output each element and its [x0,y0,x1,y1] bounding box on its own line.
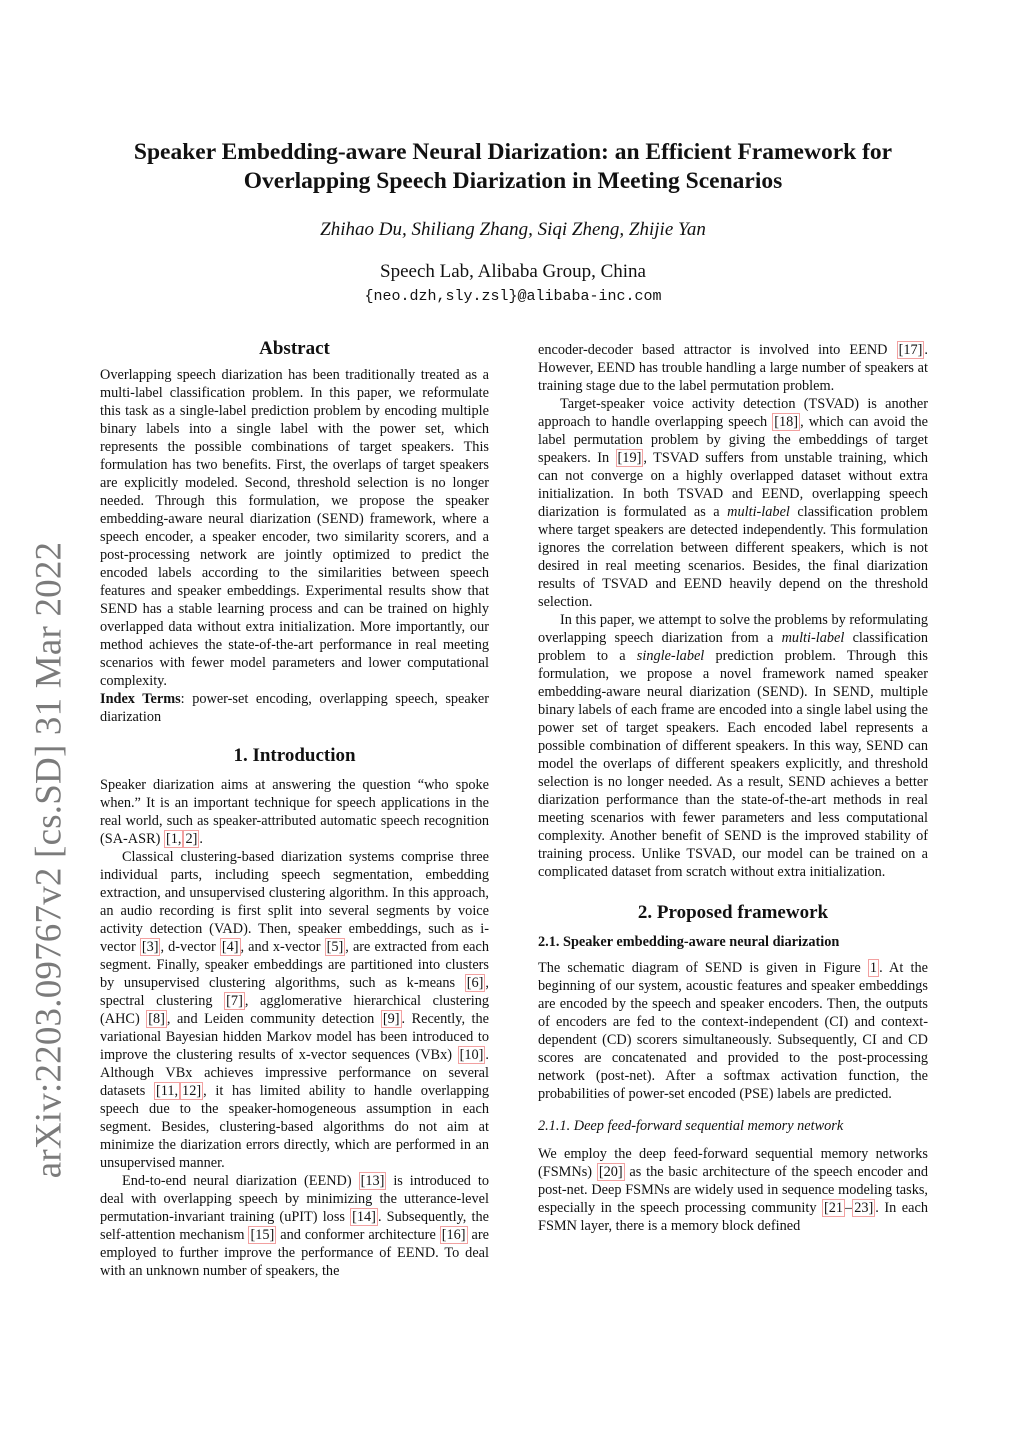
figure-link[interactable]: 1 [869,960,878,976]
citation-link[interactable]: [16] [441,1227,466,1243]
citation-link[interactable]: [6] [466,975,484,991]
citation-link[interactable]: [21 [824,1200,844,1216]
paper-title [100,138,926,196]
title-line-1: Speaker Embedding-aware Neural Diarization: an Efficient Framework for [133,139,893,165]
citation-link[interactable]: [17] [898,342,923,358]
author-email: {neo.dzh,sly.zsl}@alibaba-inc.com [364,288,662,305]
citation-link[interactable]: [7] [226,993,243,1009]
citation-link[interactable]: 23] [854,1200,874,1216]
section-2-1-1-paragraph: We employ the deep feed-forward sequential memory networks (FSMNs) [20] as the basic architecture of the speech encoder and post-net. Deep FSMNs are widely used in sequence modeling tasks, especially in the speech processing community [21 – 23] . In each FSMN layer, there is a memory block defined [538,1146,928,1234]
subsection-2-1-heading: 2.1. Speaker embedding-aware neural diarization [538,934,840,950]
abstract-heading: Abstract [259,338,330,359]
citation-link[interactable]: 12] [182,1083,202,1099]
citation-link[interactable]: [20] [598,1164,623,1180]
citation-link[interactable]: [10] [459,1047,484,1063]
citation-link[interactable]: [14] [352,1209,376,1225]
citation-link[interactable]: [18] [774,414,799,430]
intro-paragraph-3-continued: encoder-decoder based attractor is involved into EEND [17] . However, EEND has trouble handling a large number of speakers at training stage due to the label permutation problem. [538,342,928,394]
citation-link[interactable]: [4] [221,939,239,955]
title-line-2: Overlapping Speech Diarization in Meeting Scenarios [243,168,783,194]
citation-link[interactable]: [5] [326,939,344,955]
citation-link[interactable]: [3] [141,939,159,955]
citation-link[interactable]: [1, [165,831,182,847]
section-2-heading: 2. Proposed framework [637,902,829,923]
author-list: Zhihao Du, Shiliang Zhang, Siqi Zheng, Zhijie Yan [320,219,706,240]
affiliation: Speech Lab, Alibaba Group, China [380,261,646,282]
citation-link[interactable]: [13] [360,1173,385,1189]
citation-link[interactable]: [9] [382,1011,400,1027]
section-2-1-paragraph: The schematic diagram of SEND is given in Figure 1 . At the beginning of our system, acoustic features and speaker embeddings are encoded by the speech and speaker encoders. Then, the outputs of encoders are fed to the context-independent (CI) and context-dependent (CD) scorers simultaneously. Subsequently, CI and CD scores are concatenated and provided to the post-processing network (post-net). After a softmax activation function, the probabilities of power-set encoded (PSE) labels are predicted. [538,960,929,1102]
citation-link[interactable]: 2] [185,831,198,847]
intro-paragraph-2: Classical clustering-based diarization systems comprise three individual parts, including speech segmentation, embedding extraction, and unsupervised clustering algorithm. In this approach, an audio recording is first split into several segments by voice activity detection (VAD). Then, speaker embeddings, such as i-vector [3] , d-vector [4] , and x-vector [5] , are extracted from each segment. Finally, speaker embeddings are partitioned into clusters by unsupervised clustering algorithms, such as k-means [6] , spectral clustering [7] , agglomerative hierarchical clustering (AHC) [8] , and Leiden community detection [9] . Recently, the variational Bayesian hidden Markov model has been introduced to improve the clustering results of x-vector sequences (VBx) [10] . Although VBx achieves impressive performance on several datasets [11, 12] , it has limited ability to handle overlapping speech due to the speaker-homogeneous assumption in each segment. Besides, clustering-based algorithms do not aim at minimize the diarization errors directly, which are performed in an unsupervised manner. [100,849,490,1171]
subsection-2-1-1-heading: 2.1.1. Deep feed-forward sequential memory network [538,1118,844,1134]
abstract-text: Overlapping speech diarization has been traditionally treated as a multi-label classification problem. In this paper, we reformulate this task as a single-label prediction problem by encoding multiple binary labels into a single label with the power set, which represents the possible combinations of target speakers. This formulation has two benefits. First, the overlaps of target speakers are explicitly modeled. Second, threshold selection is no longer needed. Through this formulation, we propose the speaker embedding-aware neural diarization (SEND) framework, where a speech encoder, a speaker encoder, two similarity scorers, and a post-processing network are jointly optimized to predict the encoded labels according to the similarities between speech features and speaker embeddings. Experimental results show that SEND has a stable learning process and can be trained on highly overlapped data without extra initialization. More importantly, our method achieves the state-of-the-art performance in real meeting scenarios with fewer model parameters and lower computational complexity. [100,367,489,689]
index-terms-label: Index Terms [100,691,181,707]
arxiv-identifier: arXiv:2203.09767v2 [cs.SD] 31 Mar 2022 [28,541,70,1179]
intro-paragraph-1: Speaker diarization aims at answering the question “who spoke when.” It is an important technique for speech applications in the real world, such as speaker-attributed automatic speech recognition (SA-ASR) [1, 2] . [100,777,489,847]
intro-paragraph-4: Target-speaker voice activity detection (TSVAD) is another approach to handle overlapping speech [18] , which can avoid the label permutation problem by giving the embeddings of target speakers. In [19] , TSVAD suffers from unstable training, which can not converge on a highly overlapped dataset without extra initialization. In both TSVAD and EEND, overlapping speech diarization is formulated as a multi-label classification problem where target speakers are detected independently. This formulation ignores the correlation between different speakers, which is not desired in real meeting scenarios. Besides, the final diarization results of TSVAD and EEND heavily depend on the threshold selection. [538,396,929,610]
citation-link[interactable]: [8] [148,1011,165,1027]
intro-paragraph-3: End-to-end neural diarization (EEND) [13] is introduced to deal with overlapping speech by minimizing the utterance-level permutation-invariant training (uPIT) loss [14] . Subsequently, the self-attention mechanism [15] and conformer architecture [16] are employed to further improve the performance of EEND. To deal with an unknown number of speakers, the [100,1173,489,1279]
citation-link[interactable]: [15] [250,1227,275,1243]
introduction-heading: 1. Introduction [233,745,356,766]
citation-link[interactable]: [19] [617,450,642,466]
left-column [100,337,489,1280]
citation-link[interactable]: [11, [155,1083,179,1099]
intro-paragraph-5: In this paper, we attempt to solve the problems by reformulating overlapping speech diarization from a multi-label classification problem to a single-label prediction problem. Through this formulation, we propose a novel framework named speaker embedding-aware neural diarization (SEND). In SEND, multiple binary labels of each frame are encoded into a single label using the power set of target speakers. Each encoded label represents a possible combination of different speakers. In this way, SEND can model the overlaps of different speakers explicitly, and threshold selection is no longer needed. As a result, SEND achieves a better diarization performance than the state-of-the-art methods in real meeting scenarios with fewer parameters and less computational complexity. Another benefit of SEND is the improved stability of training process. Unlike TSVAD, our model can be trained on a complicated dataset from scratch without extra initialization. [538,612,928,880]
right-column [538,341,928,1235]
index-terms [100,690,489,726]
index-terms-text: : power-set encoding, overlapping speech, speaker diarization [100,691,489,725]
